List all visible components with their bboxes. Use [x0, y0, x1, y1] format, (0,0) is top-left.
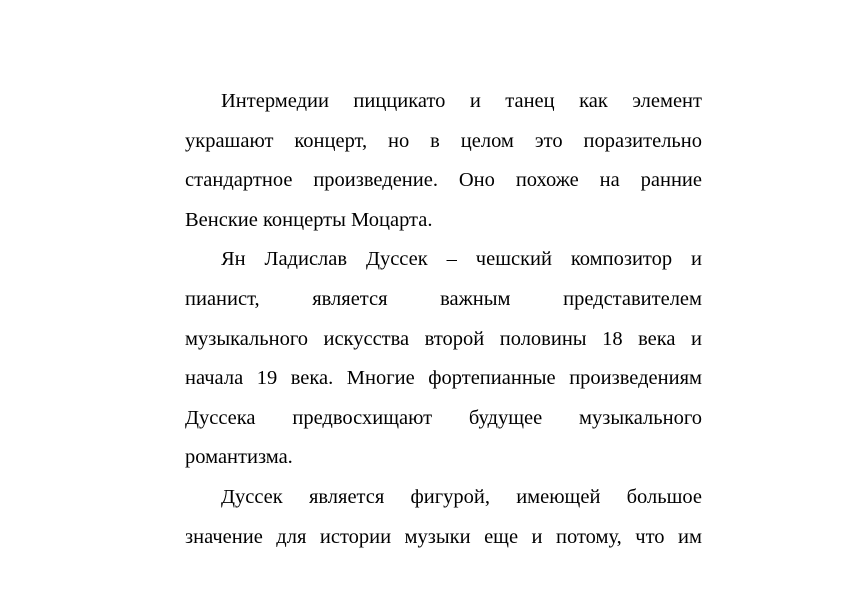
- text-line: Дуссек является фигурой, имеющей большое: [221, 485, 702, 508]
- text-line: Интермедии пиццикато и танец как элемент: [221, 90, 702, 112]
- text-line: стандартное произведение. Оно похоже на ранние: [185, 169, 702, 192]
- text-line: украшают концерт, но в целом это поразительно: [185, 129, 702, 152]
- body-text: [185, 82, 702, 557]
- text-line: романтизма.: [185, 446, 293, 469]
- text-line: Венские концерты Моцарта.: [185, 208, 433, 231]
- text-line: музыкального искусства второй половины 18 века и: [185, 327, 702, 350]
- text-line: значение для истории музыки еще и потому, что им: [185, 525, 702, 548]
- paragraph-2: [185, 240, 702, 478]
- paragraph-1: [185, 82, 702, 240]
- text-line: начала 19 века. Многие фортепианные произведениям: [185, 367, 702, 390]
- paragraph-3: [185, 478, 702, 557]
- text-line: пианист, является важным представителем: [185, 287, 702, 310]
- text-line: Дуссека предвосхищают будущее музыкального: [185, 406, 702, 429]
- text-line: Ян Ладислав Дуссек – чешский композитор и: [221, 248, 702, 271]
